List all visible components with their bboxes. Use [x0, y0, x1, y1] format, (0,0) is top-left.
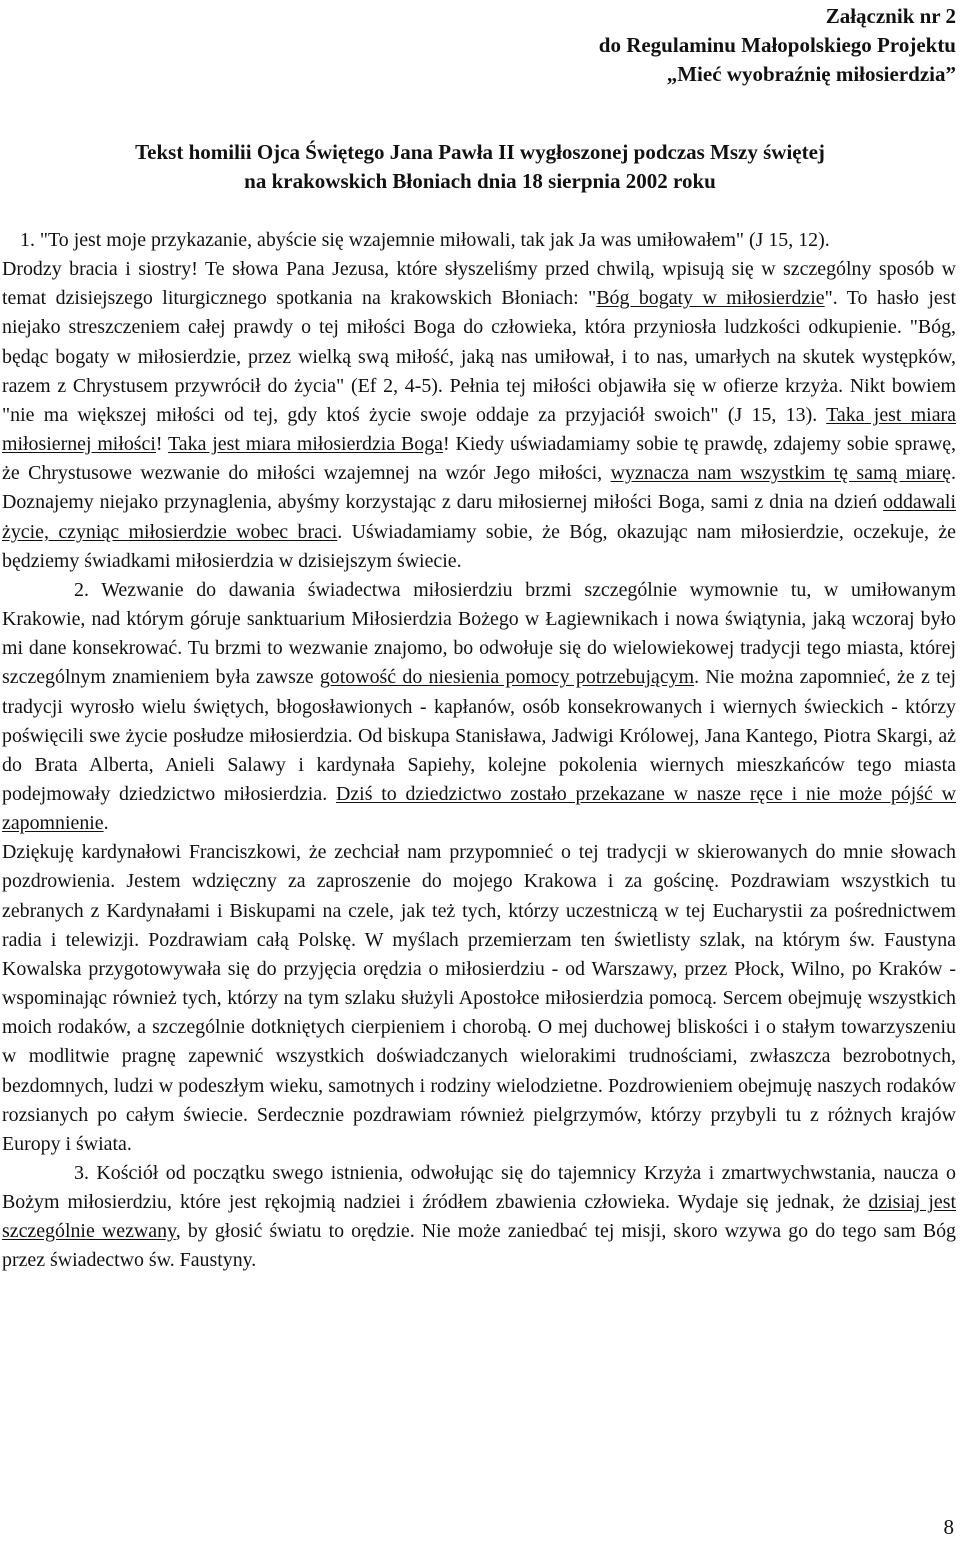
text-span: ". To hasło jest niejako streszczeniem całej prawdy o tej miłości Boga do człowieka, która przyniosła ludzkości odkupienie. "Bóg, będąc bogaty w miłosierdzie, przez wielką swą miłość, jaką nas umiłował, i to nas, umarłych na skutek występków, razem z Chrystusem przywrócił do życia" (Ef 2, 4-5). Pełnia tej miłości objawiła się w ofierze krzyża. Nikt bowiem "nie ma większej miłości od tej, gdy ktoś życie swoje oddaje za przyjaciół swoich" (J 15, 13).	[2, 287, 956, 426]
underlined-phrase: Bóg bogaty w miłosierdzie	[596, 287, 825, 310]
document-title	[40, 138, 920, 196]
text-span: 2. Wezwanie do dawania świadectwa miłosierdziu brzmi szczególnie wymownie tu, w umiłowanym Krakowie, nad którym góruje sanktuarium Miłosierdzia Bożego w Łagiewnikach i nowa świątynia, jaką wczoraj było mi dane konsekrować. Tu brzmi to wezwanie znajomo, bo odwołuje się do wielowiekowej tradycji tego miasta, której szczególnym znamieniem była zawsze	[2, 578, 956, 689]
paragraph-2	[2, 255, 956, 576]
paragraph-1: 1. "To jest moje przykazanie, abyście się wzajemnie miłowali, tak jak Ja was umiłowałem" (J 15, 12).	[20, 229, 830, 251]
text-span: . Nie można zapomnieć, że z tej tradycji wyrosło wielu świętych, błogosławionych - kapłanów, osób konsekrowanych i wiernych świeckich - którzy poświęcili swe życie posłudze miłosierdzia. Od biskupa Stanisława, Jadwigi Królowej, Jana Kantego, Piotra Skargi, aż do Brata Alberta, Anieli Salawy i kardynała Sapiehy, kolejne pokolenia wiernych mieszkańców tego miasta podejmowały dziedzictwo miłosierdzia.	[2, 666, 956, 805]
text-span: ! Kiedy uświadamiamy sobie tę prawdę, zdajemy sobie sprawę, że Chrystusowe wezwanie do miłości wzajemnej na wzór Jego miłości,	[2, 433, 956, 485]
underlined-phrase: Taka jest miara miłosiernej miłości	[2, 403, 956, 456]
underlined-phrase: Dziś to dziedzictwo zostało przekazane w nasze ręce i nie może pójść w zapomnienie	[2, 782, 956, 835]
title-line-2: na krakowskich Błoniach dnia 18 sierpnia 2002 roku	[244, 169, 716, 193]
text-span: 3. Kościół od początku swego istnienia, odwołując się do tajemnicy Krzyża i zmartwychwstania, naucza o Bożym miłosierdziu, które jest rękojmią nadziei i źródłem zbawienia człowieka. Wydaje się jednak, że	[2, 1162, 956, 1214]
annex-project-name: „Mieć wyobraźnię miłosierdzia”	[666, 62, 956, 86]
page-number: 8	[943, 1515, 954, 1539]
text-span: !	[155, 433, 169, 456]
text-span: . Uświadamiamy sobie, że Bóg, okazując nam miłosierdzie, oczekuje, że będziemy świadkami miłosierdzia w dzisiejszym świecie.	[2, 520, 956, 572]
underlined-phrase: oddawali życie, czyniąc miłosierdzie wobec braci	[2, 491, 956, 543]
title-line-1: Tekst homilii Ojca Świętego Jana Pawła II wygłoszonej podczas Mszy świętej	[135, 140, 825, 164]
underlined-phrase: dzisiaj jest szczególnie wezwany	[2, 1191, 956, 1243]
text-span: , by głosić światu to orędzie. Nie może zaniedbać tej misji, skoro wzywa go do tego sam Bóg przez świadectwo św. Faustyny.	[2, 1220, 956, 1272]
annex-regulation: do Regulaminu Małopolskiego Projektu	[598, 33, 956, 57]
text-span: . Doznajemy niejako przynaglenia, abyśmy korzystając z daru miłosiernej miłości Boga, sami z dnia na dzień	[2, 462, 956, 514]
paragraph-4: Dziękuję kardynałowi Franciszkowi, że zechciał nam przypomnieć o tej tradycji w skierowanych do mnie słowach pozdrowienia. Jestem wdzięczny za zaproszenie do mojego Krakowa i za gościnę. Pozdrawiam wszystkich tu zebranych z Kardynałami i Biskupami na czele, jak też tych, którzy uczestniczą w tej Eucharystii za pośrednictwem radia i telewizji. Pozdrawiam całą Polskę. W myślach przemierzam ten świetlisty szlak, na którym św. Faustyna Kowalska przygotowywała się do przyjęcia orędzia o miłosierdziu - od Warszawy, przez Płock, Wilno, po Kraków - wspominając również tych, którzy na tym szlaku służyli Apostołce miłosierdzia pomocą. Sercem obejmuję wszystkich moich rodaków, a szczególnie dotkniętych cierpieniem i chorobą. O mej duchowej bliskości i o stałym towarzyszeniu w modlitwie pragnę zapewnić wszystkich doświadczanych wielorakimi trudnościami, zwłaszcza bezrobotnych, bezdomnych, ludzi w podeszłym wieku, samotnych i rodziny wielodzietne. Pozdrowieniem obejmuję naszych rodaków rozsianych po całym świecie. Serdecznie pozdrawiam również pielgrzymów, którzy przybyli tu z różnych krajów Europy i świata.	[2, 841, 956, 1155]
homily-text	[2, 226, 956, 1276]
paragraph-5	[2, 1159, 956, 1276]
paragraph-3	[2, 576, 956, 838]
underlined-phrase: Taka jest miara miłosierdzia Boga	[168, 433, 444, 456]
annex-header	[256, 2, 956, 89]
underlined-phrase: gotowość do niesienia pomocy potrzebującym	[319, 666, 695, 689]
underlined-phrase: wyznacza nam wszystkim tę samą miarę	[610, 462, 952, 485]
text-span: Drodzy bracia i siostry! Te słowa Pana Jezusa, które słyszeliśmy przed chwilą, wpisują się w szczególny sposób w temat dzisiejszego liturgicznego spotkania na krakowskich Błoniach: "	[2, 258, 956, 310]
text-span: .	[103, 812, 109, 835]
annex-number: Załącznik nr 2	[825, 4, 956, 28]
